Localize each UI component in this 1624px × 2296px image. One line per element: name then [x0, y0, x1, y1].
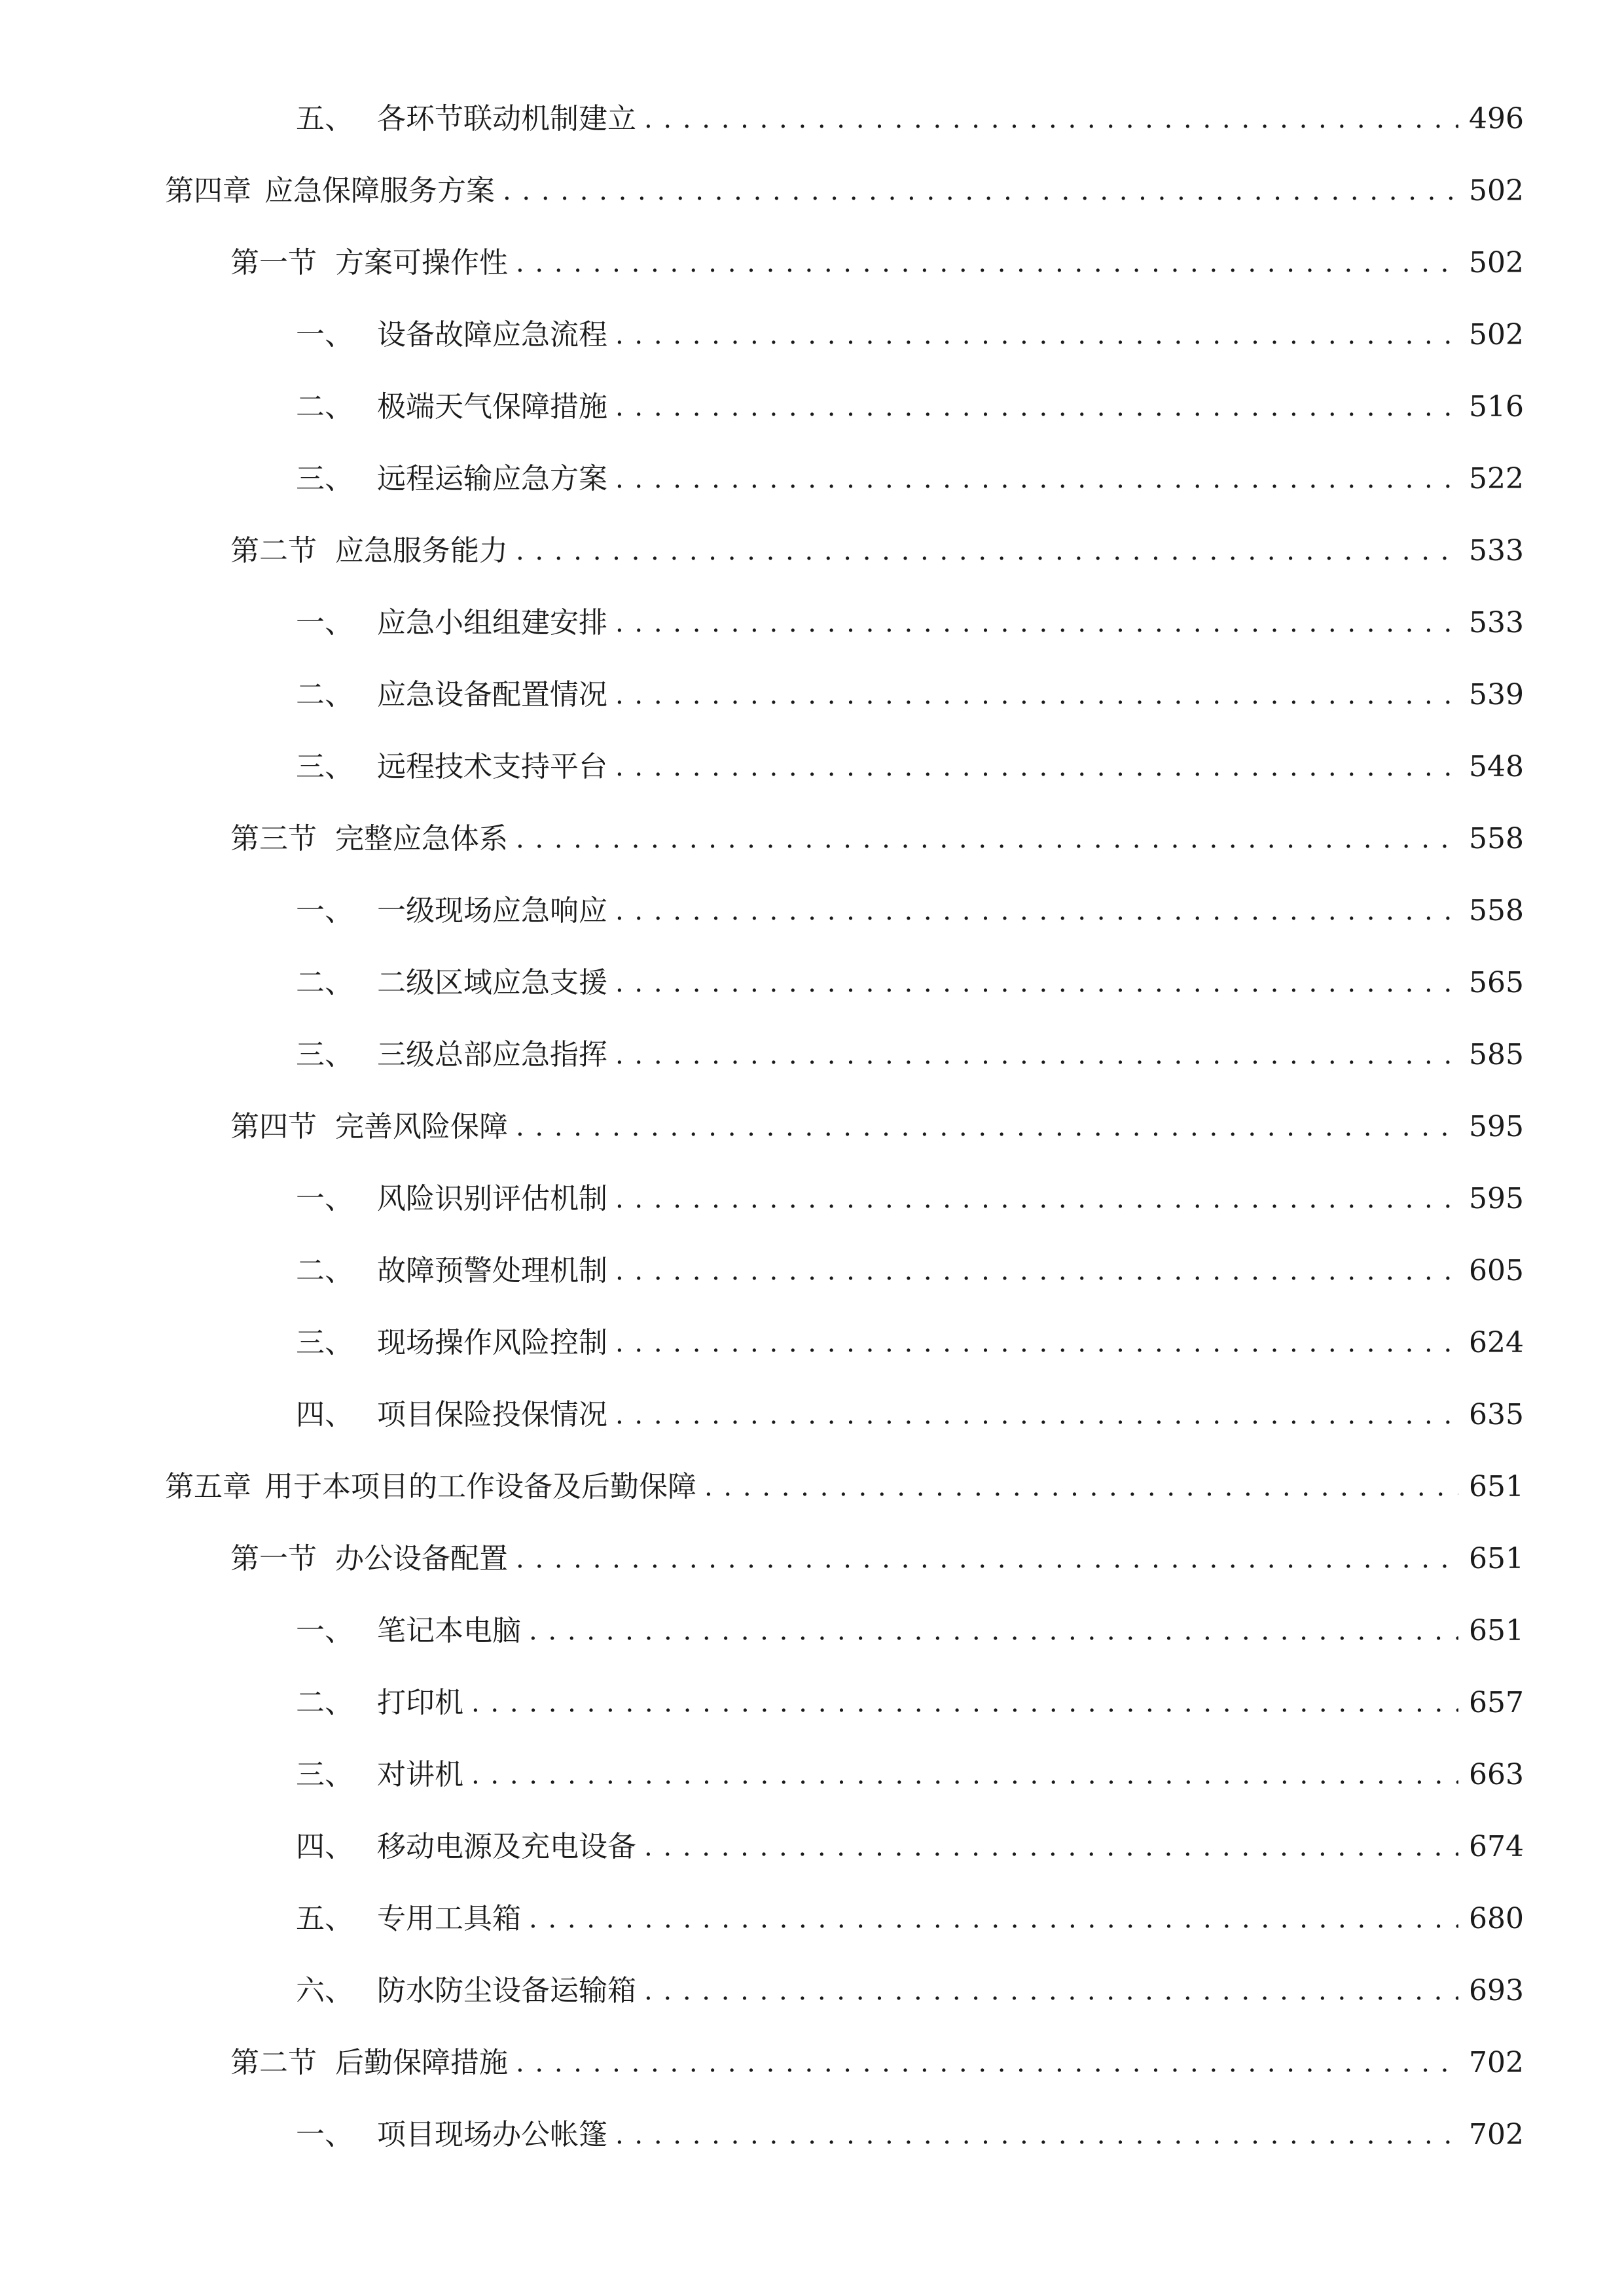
toc-entry-number: 三、: [296, 1038, 353, 1071]
dot-leader: [471, 1749, 1458, 1801]
dot-leader: [644, 1821, 1458, 1873]
toc-entry-title: 应急设备配置情况: [377, 678, 607, 711]
dot-leader: [615, 1029, 1458, 1081]
toc-entry[interactable]: [230, 525, 1524, 577]
toc-entry-page: 516: [1458, 381, 1524, 433]
toc-entry-page: 635: [1458, 1389, 1524, 1441]
toc-entry[interactable]: [296, 1173, 1524, 1225]
toc-entry-number: 第四章: [165, 174, 251, 207]
toc-entry-number: 二、: [296, 966, 353, 999]
toc-entry-number: 第五章: [165, 1470, 251, 1503]
toc-entry-number: 第一节: [230, 246, 317, 279]
toc-entry-title: 三级总部应急指挥: [377, 1038, 607, 1071]
toc-entry-page: 674: [1458, 1821, 1524, 1873]
toc-entry[interactable]: [296, 1749, 1524, 1801]
toc-entry-number: 第一节: [230, 1542, 317, 1575]
toc-entry-title: 移动电源及充电设备: [377, 1830, 636, 1863]
toc-entry-title: 完整应急体系: [335, 822, 508, 855]
toc-entry[interactable]: [296, 93, 1524, 145]
toc-entry-title: 方案可操作性: [335, 246, 508, 279]
toc-entry-title: 用于本项目的工作设备及后勤保障: [264, 1470, 696, 1503]
dot-leader: [615, 741, 1458, 793]
toc-entry-title: 各环节联动机制建立: [377, 102, 636, 135]
toc-entry-title: 项目现场办公帐篷: [377, 2118, 607, 2151]
toc-entry[interactable]: [230, 1533, 1524, 1585]
dot-leader: [704, 1461, 1458, 1513]
toc-entry-page: 624: [1458, 1317, 1524, 1369]
toc-entry[interactable]: [296, 597, 1524, 649]
toc-entry[interactable]: [296, 1677, 1524, 1729]
toc-entry-title: 对讲机: [377, 1758, 463, 1791]
toc-entry[interactable]: [296, 1389, 1524, 1441]
toc-entry-title: 专用工具箱: [377, 1902, 521, 1935]
toc-entry-page: 651: [1458, 1533, 1524, 1585]
toc-entry[interactable]: [296, 453, 1524, 505]
toc-entry[interactable]: [165, 165, 1524, 217]
toc-entry-page: 693: [1458, 1965, 1524, 2017]
toc-entry-number: 一、: [296, 1614, 353, 1647]
toc-entry-number: 一、: [296, 606, 353, 639]
toc-entry-title: 完善风险保障: [335, 1110, 508, 1143]
dot-leader: [471, 1677, 1458, 1729]
toc-entry[interactable]: [296, 1893, 1524, 1945]
toc-entry-page: 558: [1458, 813, 1524, 865]
toc-entry-page: 502: [1458, 237, 1524, 289]
toc-entry[interactable]: [296, 669, 1524, 721]
toc-entry-number: 六、: [296, 1974, 353, 2007]
toc-entry-page: 548: [1458, 741, 1524, 793]
toc-entry-title: 应急小组组建安排: [377, 606, 607, 639]
toc-entry-page: 585: [1458, 1029, 1524, 1081]
toc-entry[interactable]: [165, 1461, 1524, 1513]
toc-entry-number: 一、: [296, 318, 353, 351]
toc-entry-number: 一、: [296, 2118, 353, 2151]
dot-leader: [516, 813, 1458, 865]
dot-leader: [615, 885, 1458, 937]
toc-entry-page: 651: [1458, 1461, 1524, 1513]
toc-entry-page: 502: [1458, 309, 1524, 361]
toc-entry-page: 595: [1458, 1173, 1524, 1225]
toc-entry-title: 现场操作风险控制: [377, 1326, 607, 1359]
toc-entry-number: 四、: [296, 1830, 353, 1863]
dot-leader: [615, 1173, 1458, 1225]
toc-entry-number: 五、: [296, 102, 353, 135]
dot-leader: [615, 381, 1458, 433]
toc-entry-page: 522: [1458, 453, 1524, 505]
toc-entry[interactable]: [296, 381, 1524, 433]
toc-entry-page: 496: [1458, 93, 1524, 145]
toc-entry-number: 二、: [296, 678, 353, 711]
toc-entry-page: 539: [1458, 669, 1524, 721]
toc-entry-number: 二、: [296, 1686, 353, 1719]
toc-entry-number: 三、: [296, 462, 353, 495]
dot-leader: [516, 525, 1458, 577]
toc-entry[interactable]: [296, 1821, 1524, 1873]
dot-leader: [529, 1893, 1458, 1945]
toc-entry[interactable]: [296, 2109, 1524, 2161]
toc-entry-page: 502: [1458, 165, 1524, 217]
toc-entry-title: 远程技术支持平台: [377, 750, 607, 783]
toc-entry-number: 四、: [296, 1398, 353, 1431]
toc-entry[interactable]: [296, 1245, 1524, 1297]
dot-leader: [615, 597, 1458, 649]
toc-entry[interactable]: [296, 1029, 1524, 1081]
dot-leader: [615, 309, 1458, 361]
toc-entry-title: 后勤保障措施: [335, 2046, 508, 2079]
toc-entry-number: 一、: [296, 894, 353, 927]
toc-entry-number: 一、: [296, 1182, 353, 1215]
toc-entry[interactable]: [296, 957, 1524, 1009]
toc-entry-page: 702: [1458, 2109, 1524, 2161]
toc-entry-number: 第三节: [230, 822, 317, 855]
toc-entry-title: 远程运输应急方案: [377, 462, 607, 495]
dot-leader: [615, 1389, 1458, 1441]
dot-leader: [615, 669, 1458, 721]
toc-entry-page: 533: [1458, 525, 1524, 577]
toc-entry-number: 二、: [296, 1254, 353, 1287]
toc-entry-number: 五、: [296, 1902, 353, 1935]
dot-leader: [615, 453, 1458, 505]
dot-leader: [516, 237, 1458, 289]
toc-entry-title: 应急保障服务方案: [264, 174, 495, 207]
toc-entry-number: 三、: [296, 1326, 353, 1359]
toc-entry-page: 605: [1458, 1245, 1524, 1297]
toc-entry-title: 设备故障应急流程: [377, 318, 607, 351]
toc-entry-page: 680: [1458, 1893, 1524, 1945]
toc-entry-page: 595: [1458, 1101, 1524, 1153]
toc-entry-page: 565: [1458, 957, 1524, 1009]
toc-entry[interactable]: [296, 1317, 1524, 1369]
toc-entry-title: 打印机: [377, 1686, 463, 1719]
toc-entry-title: 应急服务能力: [335, 534, 508, 567]
dot-leader: [615, 1317, 1458, 1369]
dot-leader: [615, 1245, 1458, 1297]
toc-entry-page: 657: [1458, 1677, 1524, 1729]
toc-entry-number: 三、: [296, 1758, 353, 1791]
toc-entry-title: 一级现场应急响应: [377, 894, 607, 927]
toc-entry-title: 极端天气保障措施: [377, 390, 607, 423]
toc-entry-title: 办公设备配置: [335, 1542, 508, 1575]
toc-entry-page: 533: [1458, 597, 1524, 649]
toc-entry[interactable]: [296, 309, 1524, 361]
toc-entry-number: 第二节: [230, 2046, 317, 2079]
toc-entry-page: 558: [1458, 885, 1524, 937]
toc-entry-page: 651: [1458, 1605, 1524, 1657]
toc-entry[interactable]: [230, 2037, 1524, 2089]
toc-entry[interactable]: [296, 1965, 1524, 2017]
toc-entry[interactable]: [296, 885, 1524, 937]
toc-entry[interactable]: [296, 741, 1524, 793]
toc-entry-number: 第四节: [230, 1110, 317, 1143]
toc-entry-number: 三、: [296, 750, 353, 783]
toc-entry-page: 702: [1458, 2037, 1524, 2089]
dot-leader: [644, 93, 1458, 145]
dot-leader: [516, 2037, 1458, 2089]
toc-entry-number: 第二节: [230, 534, 317, 567]
toc-entry-number: 二、: [296, 390, 353, 423]
toc-entry[interactable]: [230, 237, 1524, 289]
toc-entry-title: 笔记本电脑: [377, 1614, 521, 1647]
dot-leader: [644, 1965, 1458, 2017]
dot-leader: [529, 1605, 1458, 1657]
toc-entry[interactable]: [230, 813, 1524, 865]
toc-entry[interactable]: [230, 1101, 1524, 1153]
dot-leader: [615, 957, 1458, 1009]
toc-entry-page: 663: [1458, 1749, 1524, 1801]
toc-entry[interactable]: [296, 1605, 1524, 1657]
dot-leader: [503, 165, 1458, 217]
toc-entry-title: 二级区域应急支援: [377, 966, 607, 999]
dot-leader: [516, 1101, 1458, 1153]
toc-entry-title: 项目保险投保情况: [377, 1398, 607, 1431]
dot-leader: [516, 1533, 1458, 1585]
toc-entry-title: 风险识别评估机制: [377, 1182, 607, 1215]
toc-entry-title: 故障预警处理机制: [377, 1254, 607, 1287]
dot-leader: [615, 2109, 1458, 2161]
toc-entry-title: 防水防尘设备运输箱: [377, 1974, 636, 2007]
